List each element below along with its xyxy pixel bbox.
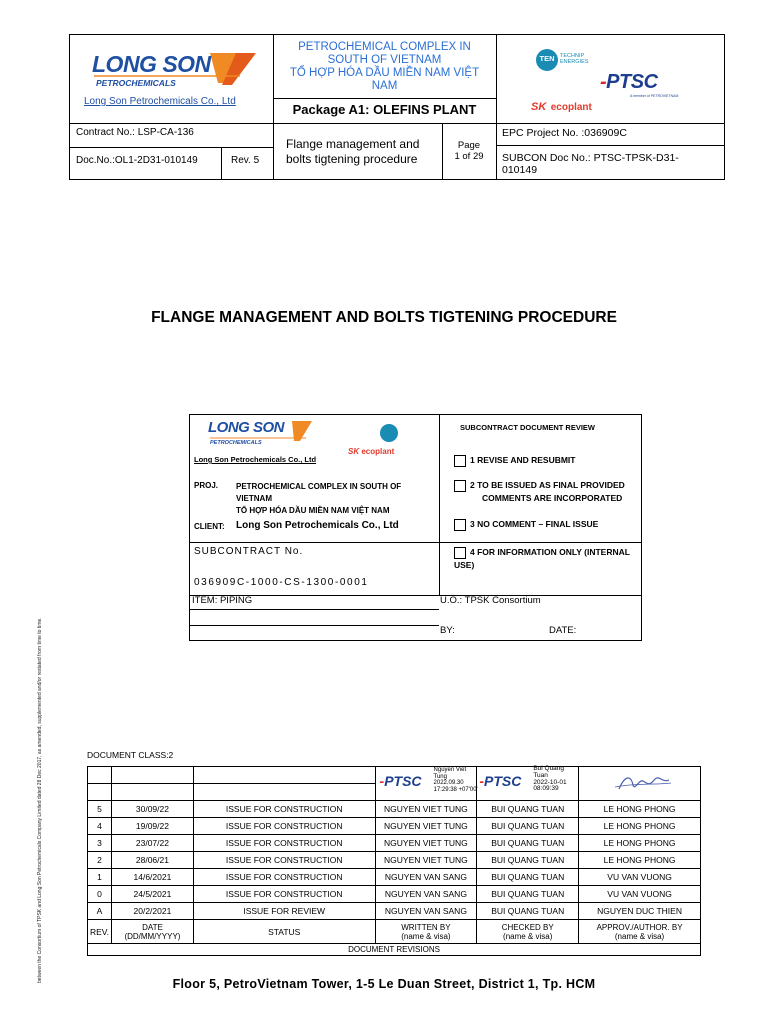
written-signature-cell: -PTSC Nguyen Viet Tung 2022.09.30 17:29:38 +07'00' (375, 767, 477, 801)
contract-no: Contract No.: LSP-CA-136 (76, 127, 194, 138)
project-title: PETROCHEMICAL COMPLEX IN SOUTH OF VIETNAM TỔ HỢP HÓA DẦU MIỀN NAM VIỆT NAM (289, 41, 480, 92)
option-no-comment[interactable]: 3 NO COMMENT – FINAL ISSUE (454, 518, 598, 531)
written-header: WRITTEN BY (name & visa) (375, 920, 477, 944)
cell-approved: VU VAN VUONG (579, 886, 701, 903)
revisions-caption: DOCUMENT REVISIONS (88, 944, 701, 956)
review-sk-logo: SK ecoplant (348, 447, 395, 456)
rev-header: REV. (88, 920, 112, 944)
cell-status: ISSUE FOR CONSTRUCTION (193, 869, 375, 886)
cell-approved: LE HONG PHONG (579, 835, 701, 852)
cell-written: NGUYEN VIET TUNG (375, 801, 477, 818)
cell-written: NGUYEN VAN SANG (375, 903, 477, 920)
page-number: Page 1 of 29 (454, 140, 484, 162)
package-title: Package A1: OLEFINS PLANT (292, 102, 477, 117)
subcontract-number: 036909C-1000-CS-1300-0001 (194, 577, 369, 588)
cell-status: ISSUE FOR CONSTRUCTION (193, 886, 375, 903)
date-field: DATE: (549, 625, 577, 636)
logo-main-text: LONG SON (92, 51, 211, 77)
checked-signature-cell: -PTSC Bui Quang Tuan 2022-10-01 08:09:39 (477, 767, 579, 801)
ten-logo: TEN (536, 49, 558, 71)
cell-rev: 3 (88, 835, 112, 852)
cell-rev: 2 (88, 852, 112, 869)
client-name: Long Son Petrochemicals Co., Ltd (84, 96, 236, 107)
cell-approved: LE HONG PHONG (579, 801, 701, 818)
uo-field: U.O.: TPSK Consortium (440, 595, 541, 606)
cell-checked: BUI QUANG TUAN (477, 903, 579, 920)
cell-date: 20/2/2021 (111, 903, 193, 920)
proj-value: PETROCHEMICAL COMPLEX IN SOUTH OF VIETNAM TỔ HỢP HÓA DẦU MIỀN NAM VIỆT NAM (236, 482, 402, 515)
cell-checked: BUI QUANG TUAN (477, 869, 579, 886)
subcon-doc-no: SUBCON Doc No.: PTSC-TPSK-D31- 010149 (502, 152, 679, 176)
item-field: ITEM: PIPING (192, 595, 253, 606)
option-revise-resubmit[interactable]: 1 REVISE AND RESUBMIT (454, 454, 575, 467)
side-legal-note: between the Consortium of TPSK and Long Son Petrochemicals Company Limited dated 28 Dec 2017, as amended, supplemented and/or restated from time to time. (37, 617, 43, 983)
cell-written: NGUYEN VIET TUNG (375, 835, 477, 852)
signature-icon (605, 771, 675, 795)
option-information-only[interactable]: 4 FOR INFORMATION ONLY (INTERNAL USE) (454, 547, 630, 570)
subcontract-review-box (189, 414, 642, 641)
review-long-son-logo: LONG SON PETROCHEMICALS (208, 419, 318, 449)
cell-date: 14/6/2021 (111, 869, 193, 886)
cell-date: 28/06/21 (111, 852, 193, 869)
cell-written: NGUYEN VIET TUNG (375, 852, 477, 869)
cell-date: 30/09/22 (111, 801, 193, 818)
client-value: Long Son Petrochemicals Co., Ltd (236, 520, 399, 531)
table-row (88, 903, 701, 920)
checkbox-icon (454, 519, 466, 531)
cell-written: NGUYEN VIET TUNG (375, 818, 477, 835)
technip-text: TECHNIP ENERGIES (560, 53, 589, 65)
cell-status: ISSUE FOR CONSTRUCTION (193, 801, 375, 818)
checked-header: CHECKED BY (name & visa) (477, 920, 579, 944)
main-title: FLANGE MANAGEMENT AND BOLTS TIGTENING PROCEDURE (151, 309, 617, 326)
cell-status: ISSUE FOR CONSTRUCTION (193, 818, 375, 835)
cell-approved: VU VAN VUONG (579, 869, 701, 886)
doc-no: Doc.No.:OL1-2D31-010149 (76, 155, 198, 166)
cell-written: NGUYEN VAN SANG (375, 869, 477, 886)
approved-header: APPROV./AUTHOR. BY (name & visa) (579, 920, 701, 944)
cell-approved: LE HONG PHONG (579, 818, 701, 835)
approval-signature-cell (579, 767, 701, 801)
cell-checked: BUI QUANG TUAN (477, 835, 579, 852)
by-field: BY: (440, 625, 455, 636)
cell-rev: 0 (88, 886, 112, 903)
sk-ecoplant-logo: SK ecoplant (531, 101, 592, 113)
cell-checked: BUI QUANG TUAN (477, 852, 579, 869)
cell-rev: 5 (88, 801, 112, 818)
cell-approved: NGUYEN DUC THIEN (579, 903, 701, 920)
cell-date: 23/07/22 (111, 835, 193, 852)
cell-status: ISSUE FOR CONSTRUCTION (193, 852, 375, 869)
cell-written: NGUYEN VAN SANG (375, 886, 477, 903)
status-header: STATUS (193, 920, 375, 944)
cell-approved: LE HONG PHONG (579, 852, 701, 869)
checkbox-icon (454, 480, 466, 492)
doc-title-cell: Flange management and bolts tigtening procedure (286, 137, 420, 166)
table-row (88, 801, 701, 818)
cell-status: ISSUE FOR CONSTRUCTION (193, 835, 375, 852)
table-row (88, 818, 701, 835)
client-label: CLIENT: (194, 522, 225, 531)
logo-sub-text: PETROCHEMICALS (96, 78, 176, 88)
review-client-name: Long Son Petrochemicals Co., Ltd (194, 455, 317, 464)
footer-address: Floor 5, PetroVietnam Tower, 1-5 Le Duan Street, District 1, Tp. HCM (172, 977, 596, 991)
ptsc-tagline: A member of PETROVIETNAM (630, 94, 679, 98)
checkbox-icon (454, 547, 466, 559)
epc-project-no: EPC Project No. :036909C (502, 127, 627, 139)
checkbox-icon (454, 455, 466, 467)
cell-rev: A (88, 903, 112, 920)
cell-date: 19/09/22 (111, 818, 193, 835)
cell-rev: 1 (88, 869, 112, 886)
cell-date: 24/5/2021 (111, 886, 193, 903)
ptsc-logo: -PTSC (600, 71, 658, 93)
cell-checked: BUI QUANG TUAN (477, 801, 579, 818)
cell-checked: BUI QUANG TUAN (477, 886, 579, 903)
revisions-table (87, 766, 701, 956)
document-class: DOCUMENT CLASS:2 (87, 750, 174, 760)
cell-checked: BUI QUANG TUAN (477, 818, 579, 835)
review-ten-logo (380, 424, 398, 442)
table-row (88, 835, 701, 852)
document-header (69, 34, 725, 180)
cell-status: ISSUE FOR REVIEW (193, 903, 375, 920)
subcontract-label: SUBCONTRACT No. (194, 546, 304, 557)
table-row (88, 886, 701, 903)
proj-label: PROJ. (194, 481, 219, 490)
review-heading: SUBCONTRACT DOCUMENT REVIEW (460, 423, 595, 432)
table-row (88, 852, 701, 869)
cell-rev: 4 (88, 818, 112, 835)
table-row (88, 869, 701, 886)
date-header: DATE (DD/MM/YYYY) (111, 920, 193, 944)
rev-no: Rev. 5 (231, 155, 260, 166)
option-issue-final[interactable]: 2 TO BE ISSUED AS FINAL PROVIDED COMMENTS ARE INCORPORATED (454, 479, 639, 504)
